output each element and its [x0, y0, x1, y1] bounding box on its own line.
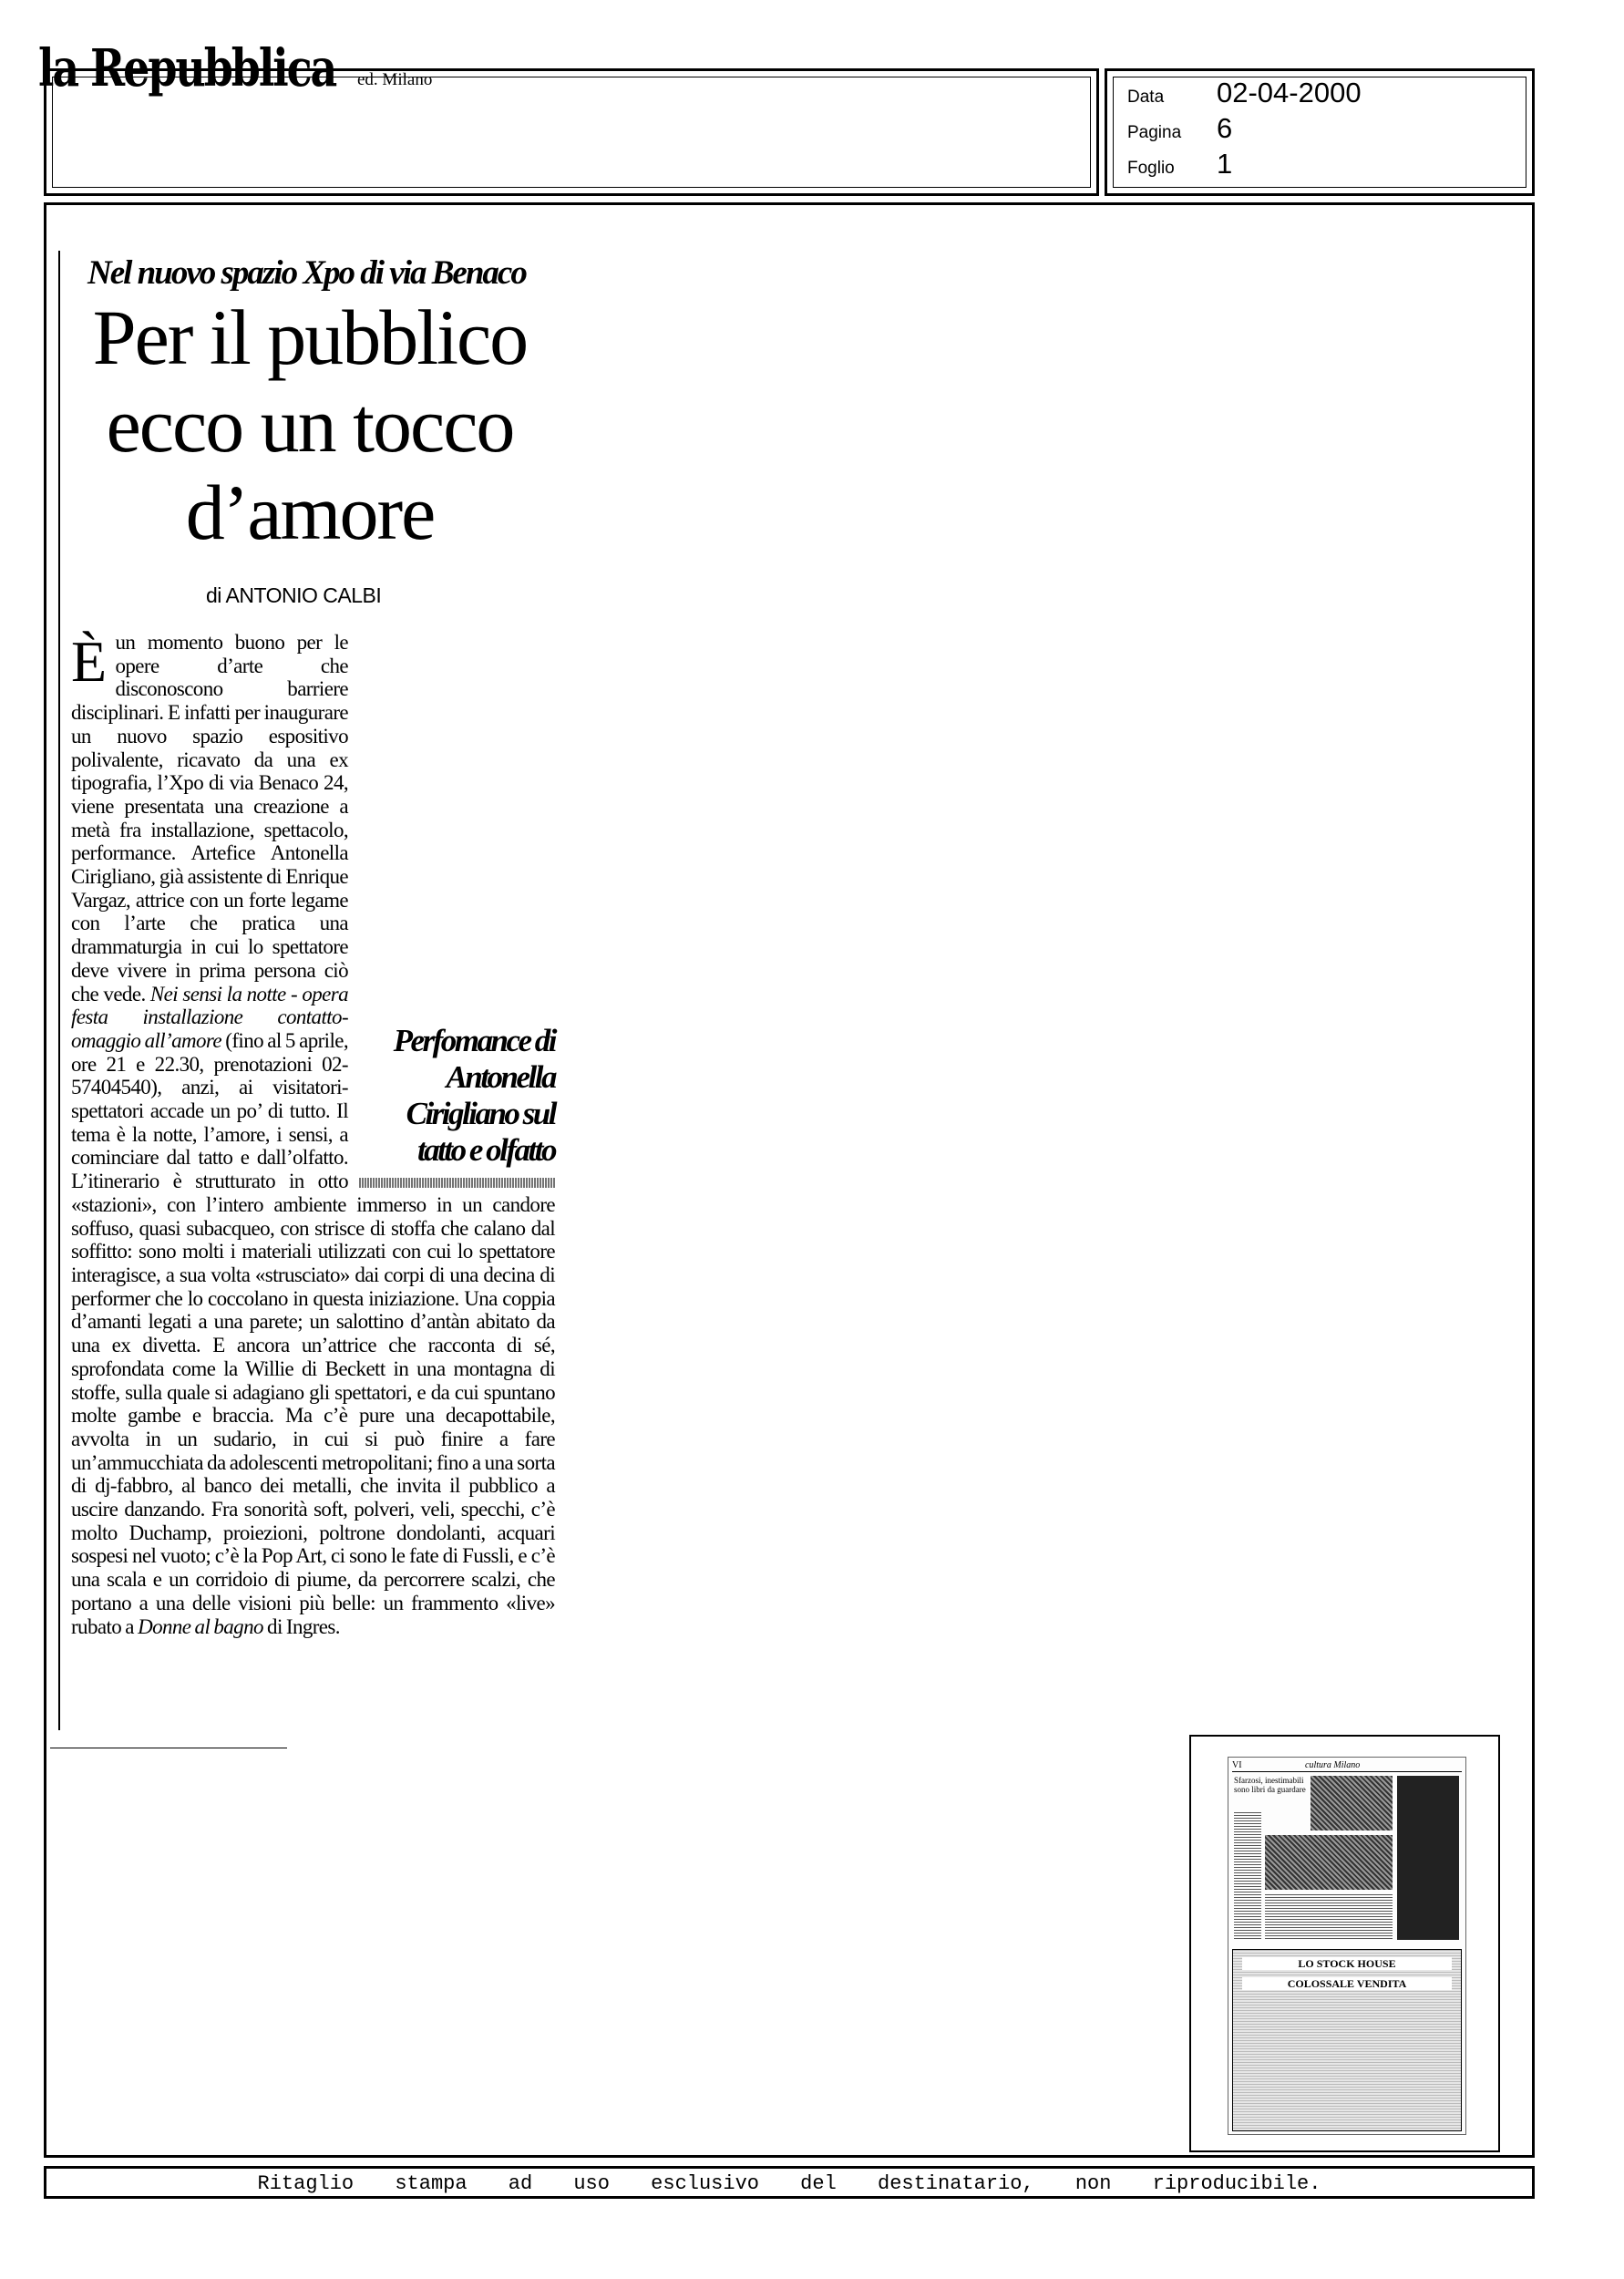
thumbnail-ad-title: COLOSSALE VENDITA: [1242, 1977, 1452, 1990]
article-headline: Per il pubblico ecco un tocco d’amore: [92, 294, 528, 556]
thumbnail-photo-2: [1265, 1835, 1393, 1890]
article-byline: di ANTONIO CALBI: [206, 583, 382, 607]
footer-notice: Ritaglio stampa ad uso esclusivo del destinatario, non riproducibile.: [257, 2172, 1321, 2195]
data-label: Data: [1127, 88, 1165, 107]
data-value: 02-04-2000: [1217, 77, 1362, 108]
show-title: Nei sensi la notte - opera festa installazione contatto-omaggio all’amore: [71, 982, 348, 1052]
thumbnail-text-col-1: [1234, 1812, 1261, 1940]
thumbnail-dark-column: [1397, 1776, 1459, 1940]
article-para-1: un momento buono per le opere d’arte che disconoscono barriere disciplinari. E infatti per inaugurare un nuovo spazio espositivo polivalente, ricavato da una ex tipografia, l’Xpo di via Benaco 24, viene presentata una creazione a metà fra installazione, spettacolo, performance. Artefice Antonella Cirigliano, già assistente di Enrique Vargaz, attrice con un forte legame con l’arte che pratica una drammaturgia in cui lo spettatore deve vivere in prima persona ciò che vede.: [71, 631, 348, 1005]
thumbnail-header: [1232, 1760, 1462, 1772]
thumbnail-ad-brand: LO STOCK HOUSE: [1242, 1957, 1452, 1970]
thumbnail-ad: [1232, 1949, 1462, 2131]
edition-label: ed. Milano: [357, 70, 433, 89]
meta-row-foglio: [1127, 148, 1232, 180]
thumbnail-page-number: VI: [1232, 1760, 1242, 1770]
thumbnail-headline: Sfarzosi, inestimabili sono libri da guardare: [1234, 1776, 1306, 1794]
foglio-label: Foglio: [1127, 159, 1175, 178]
column-rule: [58, 251, 60, 1730]
article-body: [71, 631, 555, 1638]
thumbnail-photo-1: [1311, 1776, 1393, 1830]
thumbnail-text-col-2: [1265, 1894, 1393, 1940]
drop-cap: È: [71, 629, 107, 694]
thumbnail-section: cultura Milano: [1305, 1760, 1361, 1770]
footer-box: [44, 2166, 1535, 2199]
article-kicker: Nel nuovo spazio Xpo di via Benaco: [87, 254, 526, 292]
pullquote-rule: [359, 1178, 555, 1188]
foglio-value: 1: [1217, 148, 1233, 180]
painting-title: Donne al bagno: [138, 1614, 263, 1638]
article-para-2: (fino al 5 aprile, ore 21 e 22.30, prenotazioni 02-57404540), anzi, ai visitatori-spettatori accade un po’ di tutto. Il tema è la notte, l’amore, i sensi, a cominciare dal tatto e dall’olfatto. L’itinerario è strutturato in otto «stazioni», con l’intero ambiente immerso in un candore soffuso, quasi subacqueo, con strisce di stoffa che calano dal soffitto: sono molti i materiali utilizzati con cui lo spettatore interagisce, a sua volta «strusciato» dai corpi di una decina di performer che lo coccolano in questa iniziazione. Una coppia d’amanti legati a una parete; un salottino d’antàn abitato da una ex divetta. E ancora un’attrice che racconta di sé, sprofondata come la Willie di Beckett in una montagna di stoffe, sulla quale si adagiano gli spettatori, e da cui spuntano molte gambe e braccia. Ma c’è pure una decapottabile, avvolta in un sudario, in cui si può finire a fare un’ammucchiata da adolescenti metropolitani; fino a una sorta di dj-fabbro, al banco dei metalli, che invita il pubblico a uscire danzando. Fra sonorità soft, polveri, veli, specchi, c’è molto Duchamp, proiezioni, poltrone dondolanti, acquari sospesi nel vuoto; c’è la Pop Art, ci sono le fate di Fussli, e c’è una scala e un corridoio di piume, da percorrere scalzi, che portano a una delle visioni più belle: un frammento «live» rubato a: [71, 1028, 555, 1638]
pullquote-box: [359, 1023, 555, 1188]
thumbnail-page: [1228, 1757, 1466, 2135]
pagina-label: Pagina: [1127, 123, 1182, 142]
pagina-value: 6: [1217, 112, 1233, 144]
page-thumbnail: [1189, 1735, 1500, 2152]
meta-row-pagina: [1127, 112, 1232, 145]
article-para-end: di Ingres.: [262, 1614, 340, 1638]
meta-row-data: [1127, 77, 1362, 109]
meta-box: [1105, 68, 1535, 196]
masthead-logo: la Repubblica: [38, 38, 336, 98]
pullquote: Perfomance di Antonella Cirigliano sul tatto e olfatto: [393, 1023, 555, 1168]
